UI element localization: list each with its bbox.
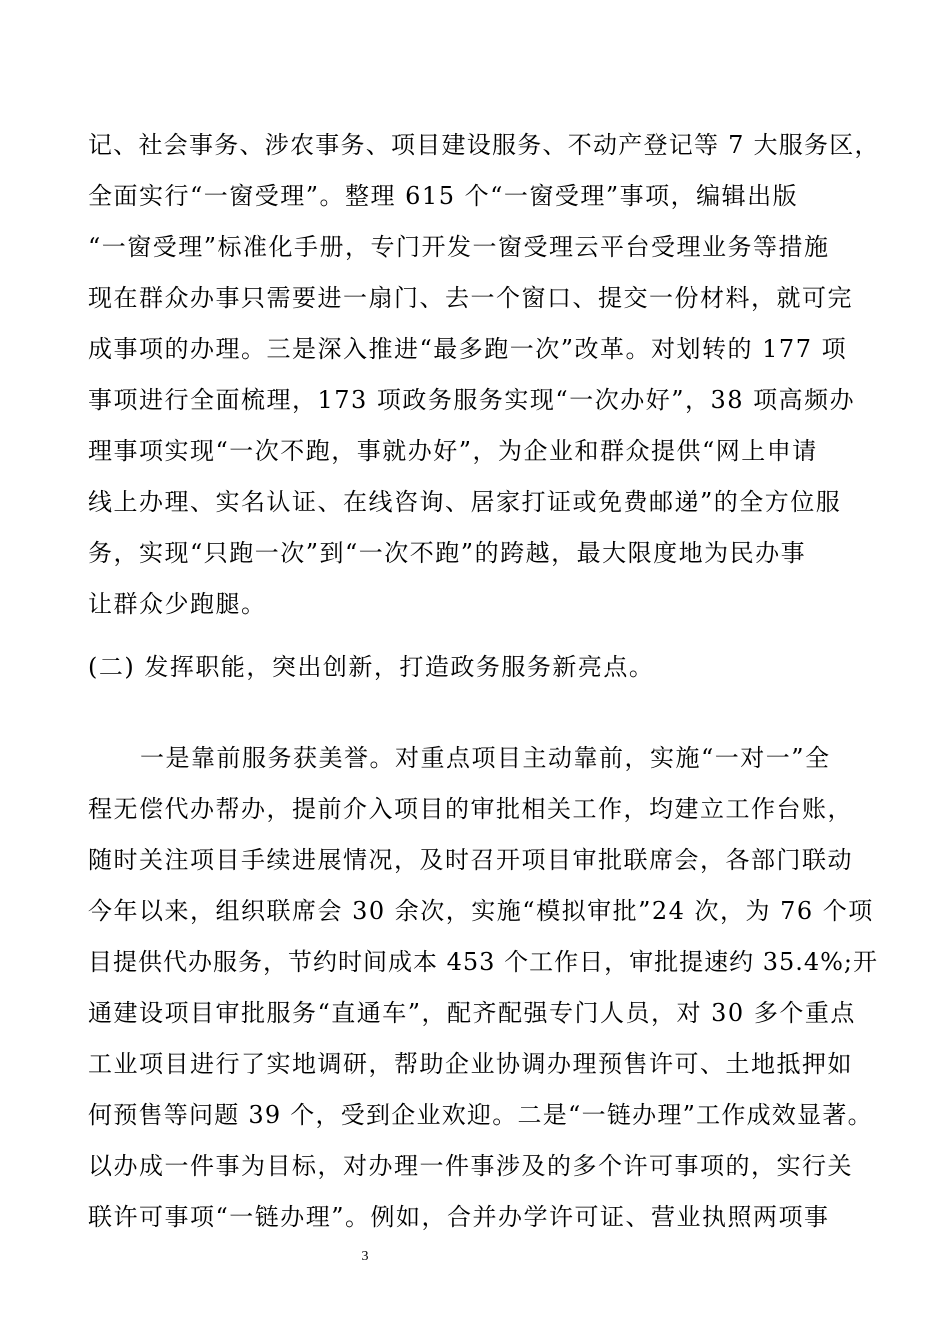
text-line: 记、社会事务、涉农事务、项目建设服务、不动产登记等 7 大服务区， (88, 131, 880, 159)
section-heading: (二) 发挥职能，突出创新，打造政务服务新亮点。 (88, 653, 655, 681)
text-line: 目提供代办服务，节约时间成本 453 个工作日，审批提速约 35.4%;开 (88, 948, 879, 976)
text-line: 程无偿代办帮办，提前介入项目的审批相关工作，均建立工作台账， (88, 795, 853, 823)
text-line: 线上办理、实名认证、在线咨询、居家打证或免费邮递”的全方位服 (88, 488, 842, 516)
text-line: 联许可事项“一链办理”。例如，合并办学许可证、营业执照两项事 (88, 1203, 830, 1231)
text-line: 让群众少跑腿。 (88, 590, 267, 618)
text-line: 务，实现“只跑一次”到“一次不跑”的跨越，最大限度地为民办事 (88, 539, 807, 567)
text-line: “一窗受理”标准化手册，专门开发一窗受理云平台受理业务等措施 (88, 233, 830, 261)
text-line: 何预售等问题 39 个，受到企业欢迎。二是“一链办理”工作成效显著。 (88, 1101, 873, 1129)
text-line: 事项进行全面梳理，173 项政务服务实现“一次办好”，38 项高频办 (88, 386, 856, 414)
text-line: 今年以来，组织联席会 30 余次，实施“模拟审批”24 次，为 76 个项 (88, 897, 874, 925)
text-line: 全面实行“一窗受理”。整理 615 个“一窗受理”事项，编辑出版 (88, 182, 799, 210)
text-line: 通建设项目审批服务“直通车”，配齐配强专门人员，对 30 多个重点 (88, 999, 856, 1027)
text-line: 现在群众办事只需要进一扇门、去一个窗口、提交一份材料，就可完 (88, 284, 853, 312)
text-line: 理事项实现“一次不跑，事就办好”，为企业和群众提供“网上申请 (88, 437, 818, 465)
text-line: 随时关注项目手续进展情况，及时召开项目审批联席会，各部门联动 (88, 846, 853, 874)
page-number: 3 (361, 1249, 369, 1264)
text-line: 以办成一件事为目标，对办理一件事涉及的多个许可事项的，实行关 (88, 1152, 853, 1180)
text-line: 工业项目进行了实地调研，帮助企业协调办理预售许可、土地抵押如 (88, 1050, 853, 1078)
text-line: 成事项的办理。三是深入推进“最多跑一次”改革。对划转的 177 项 (88, 335, 848, 363)
text-line: 一是靠前服务获美誉。对重点项目主动靠前，实施“一对一”全 (140, 744, 831, 772)
